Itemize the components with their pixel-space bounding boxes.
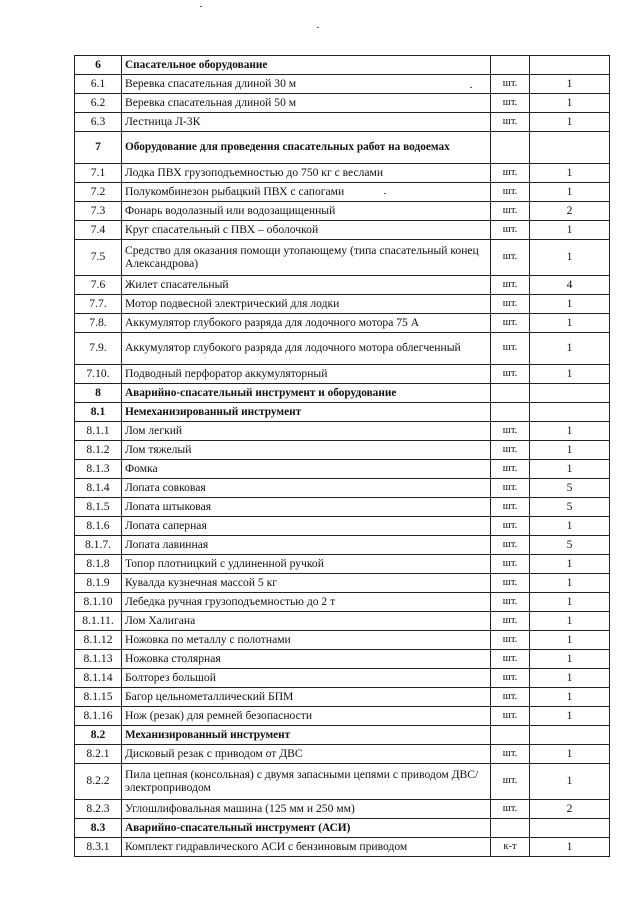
table-row xyxy=(75,94,610,113)
quantity-cell: 1 xyxy=(530,460,610,479)
unit-cell: шт. xyxy=(491,631,530,650)
item-name: Лом тяжелый xyxy=(122,441,491,460)
item-name: Лопата саперная xyxy=(122,517,491,536)
unit-cell: шт. xyxy=(491,574,530,593)
item-name: Фонарь водолазный или водозащищенный xyxy=(122,202,491,221)
row-number: 7.3 xyxy=(75,202,122,221)
unit-cell: шт. xyxy=(491,295,530,314)
quantity-cell: 1 xyxy=(530,240,610,276)
item-name: Лебедка ручная грузоподъемностью до 2 т xyxy=(122,593,491,612)
unit-cell: шт. xyxy=(491,221,530,240)
section-row xyxy=(75,819,610,838)
item-name: Топор плотницкий с удлиненной ручкой xyxy=(122,555,491,574)
unit-cell: шт. xyxy=(491,75,530,94)
quantity-cell: 1 xyxy=(530,593,610,612)
section-row xyxy=(75,726,610,745)
table-row xyxy=(75,650,610,669)
table-row xyxy=(75,295,610,314)
quantity-cell xyxy=(530,726,610,745)
item-name: Аккумулятор глубокого разряда для лодочного мотора 75 А xyxy=(122,314,491,333)
quantity-cell: 1 xyxy=(530,669,610,688)
quantity-cell: 2 xyxy=(530,800,610,819)
item-name: Багор цельнометаллический БПМ xyxy=(122,688,491,707)
unit-cell: шт. xyxy=(491,240,530,276)
equipment-table-body xyxy=(75,56,610,857)
table-row xyxy=(75,612,610,631)
table-row xyxy=(75,164,610,183)
item-name: Ножовка по металлу с полотнами xyxy=(122,631,491,650)
table-row xyxy=(75,75,610,94)
item-name: Подводный перфоратор аккумуляторный xyxy=(122,365,491,384)
row-number: 8.1.13 xyxy=(75,650,122,669)
quantity-cell: 5 xyxy=(530,498,610,517)
table-row xyxy=(75,593,610,612)
quantity-cell: 1 xyxy=(530,650,610,669)
table-row xyxy=(75,764,610,800)
quantity-cell: 1 xyxy=(530,555,610,574)
quantity-cell xyxy=(530,384,610,403)
row-number: 8.1.10 xyxy=(75,593,122,612)
unit-cell xyxy=(491,132,530,164)
table-row xyxy=(75,800,610,819)
row-number: 8.1.12 xyxy=(75,631,122,650)
unit-cell: шт. xyxy=(491,669,530,688)
unit-cell: шт. xyxy=(491,555,530,574)
unit-cell xyxy=(491,403,530,422)
unit-cell: шт. xyxy=(491,498,530,517)
table-row xyxy=(75,276,610,295)
row-number: 8.1.2 xyxy=(75,441,122,460)
row-number: 6.1 xyxy=(75,75,122,94)
quantity-cell: 1 xyxy=(530,164,610,183)
unit-cell: шт. xyxy=(491,314,530,333)
table-row xyxy=(75,536,610,555)
table-row xyxy=(75,422,610,441)
row-number: 7 xyxy=(75,132,122,164)
table-row xyxy=(75,574,610,593)
row-number: 8.1 xyxy=(75,403,122,422)
quantity-cell: 1 xyxy=(530,688,610,707)
item-name: Фомка xyxy=(122,460,491,479)
section-row xyxy=(75,403,610,422)
row-number: 8.3.1 xyxy=(75,838,122,857)
row-number: 7.9. xyxy=(75,333,122,365)
item-name: Спасательное оборудование xyxy=(122,56,491,75)
item-name: Мотор подвесной электрический для лодки xyxy=(122,295,491,314)
quantity-cell: 1 xyxy=(530,612,610,631)
quantity-cell: 1 xyxy=(530,314,610,333)
row-number: 7.7. xyxy=(75,295,122,314)
quantity-cell: 1 xyxy=(530,113,610,132)
item-name: Оборудование для проведения спасательных работ на водоемах xyxy=(122,132,491,164)
table-row xyxy=(75,460,610,479)
item-name: Веревка спасательная длиной 50 м xyxy=(122,94,491,113)
item-name: Лопата совковая xyxy=(122,479,491,498)
item-name: Углошлифовальная машина (125 мм и 250 мм) xyxy=(122,800,491,819)
unit-cell: к-т xyxy=(491,838,530,857)
table-row xyxy=(75,745,610,764)
section-row xyxy=(75,384,610,403)
unit-cell: шт. xyxy=(491,202,530,221)
row-number: 7.8. xyxy=(75,314,122,333)
row-number: 8.1.3 xyxy=(75,460,122,479)
item-name: Аварийно-спасательный инструмент и оборудование xyxy=(122,384,491,403)
unit-cell: шт. xyxy=(491,688,530,707)
quantity-cell: 1 xyxy=(530,707,610,726)
item-name: Ножовка столярная xyxy=(122,650,491,669)
item-name: Дисковый резак с приводом от ДВС xyxy=(122,745,491,764)
unit-cell xyxy=(491,56,530,75)
quantity-cell: 1 xyxy=(530,365,610,384)
table-row xyxy=(75,838,610,857)
item-name: Веревка спасательная длиной 30 м xyxy=(122,75,491,94)
unit-cell: шт. xyxy=(491,333,530,365)
table-row xyxy=(75,669,610,688)
unit-cell: шт. xyxy=(491,800,530,819)
item-name: Лодка ПВХ грузоподъемностью до 750 кг с веслами xyxy=(122,164,491,183)
row-number: 8.1.15 xyxy=(75,688,122,707)
table-row xyxy=(75,314,610,333)
row-number: 7.6 xyxy=(75,276,122,295)
item-name: Лопата лавинная xyxy=(122,536,491,555)
quantity-cell: 1 xyxy=(530,745,610,764)
row-number: 7.4 xyxy=(75,221,122,240)
item-name: Механизированный инструмент xyxy=(122,726,491,745)
row-number: 8.2.3 xyxy=(75,800,122,819)
row-number: 8.1.11. xyxy=(75,612,122,631)
unit-cell: шт. xyxy=(491,422,530,441)
row-number: 8.1.5 xyxy=(75,498,122,517)
item-name: Лопата штыковая xyxy=(122,498,491,517)
row-number: 8.3 xyxy=(75,819,122,838)
unit-cell: шт. xyxy=(491,593,530,612)
table-row xyxy=(75,240,610,276)
quantity-cell: 4 xyxy=(530,276,610,295)
quantity-cell: 1 xyxy=(530,838,610,857)
quantity-cell: 1 xyxy=(530,631,610,650)
quantity-cell: 1 xyxy=(530,75,610,94)
row-number: 7.2 xyxy=(75,183,122,202)
quantity-cell: 1 xyxy=(530,764,610,800)
unit-cell xyxy=(491,819,530,838)
table-row xyxy=(75,221,610,240)
item-name: Нож (резак) для ремней безопасности xyxy=(122,707,491,726)
table-row xyxy=(75,183,610,202)
quantity-cell: 1 xyxy=(530,295,610,314)
unit-cell: шт. xyxy=(491,479,530,498)
section-row xyxy=(75,132,610,164)
table-row xyxy=(75,498,610,517)
unit-cell: шт. xyxy=(491,276,530,295)
quantity-cell xyxy=(530,819,610,838)
row-number: 8 xyxy=(75,384,122,403)
item-name: Аккумулятор глубокого разряда для лодочного мотора облегченный xyxy=(122,333,491,365)
unit-cell: шт. xyxy=(491,612,530,631)
quantity-cell: 5 xyxy=(530,479,610,498)
item-name: Лом легкий xyxy=(122,422,491,441)
table-row xyxy=(75,333,610,365)
table-row xyxy=(75,688,610,707)
table-row xyxy=(75,479,610,498)
row-number: 8.1.7. xyxy=(75,536,122,555)
unit-cell: шт. xyxy=(491,164,530,183)
unit-cell: шт. xyxy=(491,517,530,536)
section-row xyxy=(75,56,610,75)
quantity-cell xyxy=(530,403,610,422)
quantity-cell: 1 xyxy=(530,441,610,460)
table-row xyxy=(75,365,610,384)
table-row xyxy=(75,202,610,221)
row-number: 6.3 xyxy=(75,113,122,132)
item-name: Лом Халигана xyxy=(122,612,491,631)
quantity-cell: 1 xyxy=(530,221,610,240)
table-row xyxy=(75,113,610,132)
item-name: Болторез большой xyxy=(122,669,491,688)
row-number: 8.2 xyxy=(75,726,122,745)
quantity-cell: 1 xyxy=(530,333,610,365)
row-number: 8.1.8 xyxy=(75,555,122,574)
unit-cell: шт. xyxy=(491,441,530,460)
unit-cell: шт. xyxy=(491,113,530,132)
equipment-table xyxy=(74,55,610,857)
row-number: 8.1.4 xyxy=(75,479,122,498)
table-row xyxy=(75,517,610,536)
unit-cell: шт. xyxy=(491,94,530,113)
unit-cell: шт. xyxy=(491,707,530,726)
unit-cell: шт. xyxy=(491,745,530,764)
row-number: 8.1.9 xyxy=(75,574,122,593)
quantity-cell: 1 xyxy=(530,517,610,536)
quantity-cell xyxy=(530,56,610,75)
unit-cell: шт. xyxy=(491,650,530,669)
unit-cell: шт. xyxy=(491,365,530,384)
quantity-cell: 2 xyxy=(530,202,610,221)
row-number: 6.2 xyxy=(75,94,122,113)
unit-cell xyxy=(491,384,530,403)
quantity-cell: 5 xyxy=(530,536,610,555)
row-number: 8.1.14 xyxy=(75,669,122,688)
quantity-cell: 1 xyxy=(530,574,610,593)
item-name: Пила цепная (консольная) с двумя запасными цепями с приводом ДВС/электроприводом xyxy=(122,764,491,800)
item-name: Жилет спасательный xyxy=(122,276,491,295)
table-row xyxy=(75,707,610,726)
table-row xyxy=(75,441,610,460)
row-number: 7.10. xyxy=(75,365,122,384)
row-number: 7.5 xyxy=(75,240,122,276)
unit-cell xyxy=(491,726,530,745)
item-name: Круг спасательный с ПВХ – оболочкой xyxy=(122,221,491,240)
row-number: 8.2.1 xyxy=(75,745,122,764)
table-row xyxy=(75,555,610,574)
item-name: Средство для оказания помощи утопающему (типа спасательный конец Александрова) xyxy=(122,240,491,276)
quantity-cell: 1 xyxy=(530,422,610,441)
unit-cell: шт. xyxy=(491,536,530,555)
row-number: 8.1.16 xyxy=(75,707,122,726)
unit-cell: шт. xyxy=(491,460,530,479)
quantity-cell: 1 xyxy=(530,183,610,202)
row-number: 7.1 xyxy=(75,164,122,183)
item-name: Аварийно-спасательный инструмент (АСИ) xyxy=(122,819,491,838)
row-number: 6 xyxy=(75,56,122,75)
row-number: 8.2.2 xyxy=(75,764,122,800)
item-name: Комплект гидравлического АСИ с бензиновым приводом xyxy=(122,838,491,857)
row-number: 8.1.6 xyxy=(75,517,122,536)
item-name: Лестница Л-3К xyxy=(122,113,491,132)
quantity-cell: 1 xyxy=(530,94,610,113)
table-row xyxy=(75,631,610,650)
quantity-cell xyxy=(530,132,610,164)
item-name: Кувалда кузнечная массой 5 кг xyxy=(122,574,491,593)
unit-cell: шт. xyxy=(491,764,530,800)
item-name: Немеханизированный инструмент xyxy=(122,403,491,422)
unit-cell: шт. xyxy=(491,183,530,202)
row-number: 8.1.1 xyxy=(75,422,122,441)
item-name: Полукомбинезон рыбацкий ПВХ с сапогами xyxy=(122,183,491,202)
